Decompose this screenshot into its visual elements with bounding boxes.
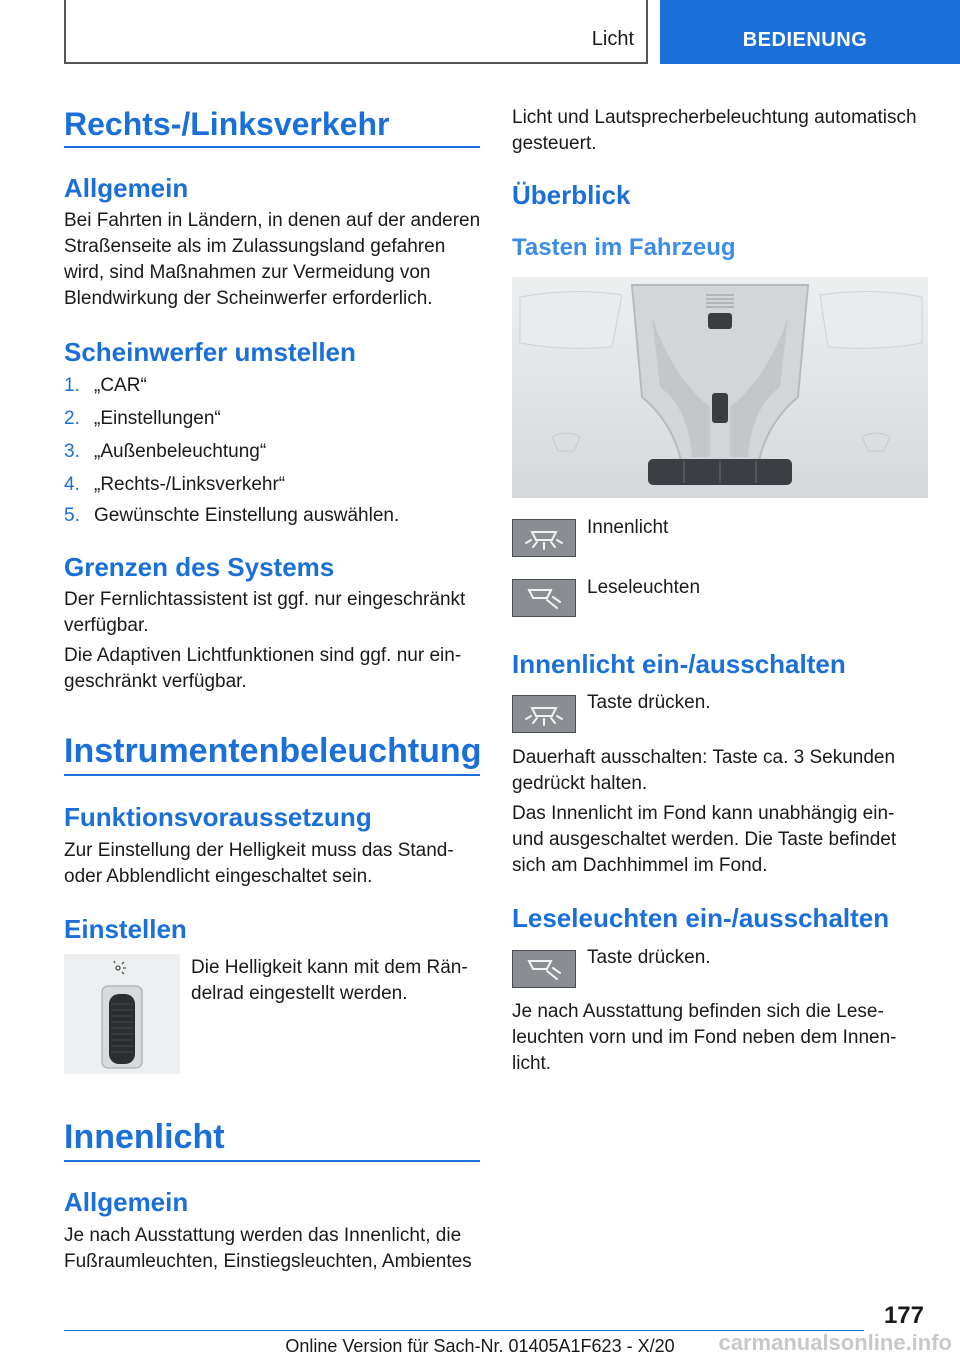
heading-einstellen: Einstellen bbox=[64, 914, 187, 944]
text-line: Fußraumleuchten, Einstiegsleuchten, Ambientes bbox=[64, 1251, 472, 1272]
text-line: Straßenseite als im Zulassungsland gefahren bbox=[64, 236, 446, 257]
heading-rule bbox=[64, 146, 480, 148]
list-item bbox=[64, 408, 221, 430]
instruction-taste-druecken-2: Taste drücken. bbox=[587, 947, 711, 968]
paragraph-continued bbox=[512, 105, 942, 157]
heading-rule bbox=[64, 1160, 480, 1162]
text-line: gedrückt halten. bbox=[512, 773, 648, 794]
step-number: 5. bbox=[64, 505, 80, 526]
list-item bbox=[64, 505, 399, 527]
reading-light-button-icon bbox=[512, 950, 576, 988]
text-line: Zur Einstellung der Helligkeit muss das Stand- bbox=[64, 840, 454, 861]
heading-scheinwerfer-umstellen: Scheinwerfer umstellen bbox=[64, 337, 356, 367]
text-line: licht. bbox=[512, 1053, 552, 1074]
heading-rechts-linksverkehr: Rechts-/Linksverkehr bbox=[64, 106, 390, 142]
section-tab-label: BEDIENUNG bbox=[742, 29, 868, 51]
heading-instrumentenbeleuchtung: Instrumentenbeleuchtung bbox=[64, 732, 482, 770]
text-line: Licht und Lautsprecherbeleuchtung automatisch bbox=[512, 107, 917, 128]
text-line: sich am Dachhimmel im Fond. bbox=[512, 855, 768, 876]
paragraph-dauerhaft bbox=[512, 745, 942, 797]
text-line: wird, sind Maßnahmen zur Vermeidung von bbox=[64, 262, 431, 283]
heading-grenzen: Grenzen des Systems bbox=[64, 552, 335, 582]
heading-funktionsvoraussetzung: Funktionsvoraussetzung bbox=[64, 802, 372, 832]
dimmer-wheel-image bbox=[64, 954, 180, 1074]
chapter-label: Licht bbox=[591, 28, 634, 50]
overhead-console-image bbox=[512, 277, 928, 498]
text-line: oder Abblendlicht eingeschaltet sein. bbox=[64, 866, 373, 887]
instruction-taste-druecken-1: Taste drücken. bbox=[587, 692, 711, 713]
text-line: Das Innenlicht im Fond kann unabhängig ein- bbox=[512, 803, 895, 824]
heading-allgemein-2: Allgemein bbox=[64, 1187, 189, 1217]
paragraph-grenzen-2 bbox=[64, 643, 484, 695]
list-item bbox=[64, 474, 285, 496]
text-line: gesteuert. bbox=[512, 133, 597, 154]
text-line: Dauerhaft ausschalten: Taste ca. 3 Sekunden bbox=[512, 747, 896, 768]
text-line: geschränkt verfügbar. bbox=[64, 671, 247, 692]
step-number: 1. bbox=[64, 375, 80, 396]
list-item bbox=[64, 375, 147, 397]
step-text: „CAR“ bbox=[94, 375, 147, 396]
reading-light-button-icon bbox=[512, 579, 576, 617]
heading-innenlicht-schalten: Innenlicht ein-/ausschalten bbox=[512, 649, 846, 679]
text-line: Die Helligkeit kann mit dem Rän- bbox=[191, 957, 468, 978]
heading-leseleuchten-schalten: Leseleuchten ein-/ausschalten bbox=[512, 903, 890, 933]
step-text: „Einstellungen“ bbox=[94, 408, 221, 429]
text-line: Bei Fahrten in Ländern, in denen auf der anderen bbox=[64, 210, 481, 231]
text-line: und ausgeschaltet werden. Die Taste befindet bbox=[512, 829, 897, 850]
heading-allgemein-1: Allgemein bbox=[64, 173, 189, 203]
paragraph-grenzen-1 bbox=[64, 587, 484, 639]
heading-rule bbox=[64, 774, 480, 776]
step-number: 4. bbox=[64, 474, 80, 495]
header-frame bbox=[64, 0, 648, 64]
paragraph-allgemein-1 bbox=[64, 208, 484, 312]
page-number: 177 bbox=[883, 1302, 924, 1329]
step-text: „Außenbeleuchtung“ bbox=[94, 441, 267, 462]
paragraph-fond bbox=[512, 801, 942, 879]
paragraph-funktionsvoraussetzung bbox=[64, 838, 484, 890]
text-line: delrad eingestellt werden. bbox=[191, 983, 408, 1004]
text-line: leuchten vorn und im Fond neben dem Innen- bbox=[512, 1027, 897, 1048]
heading-innenlicht: Innenlicht bbox=[64, 1118, 225, 1156]
step-number: 3. bbox=[64, 441, 80, 462]
text-line: Der Fernlichtassistent ist ggf. nur eingeschränkt bbox=[64, 589, 466, 610]
key-label-leseleuchten: Leseleuchten bbox=[587, 577, 701, 598]
text-line: verfügbar. bbox=[64, 615, 149, 636]
footer-text: Online Version für Sach-Nr. 01405A1F623 - X/20 bbox=[285, 1336, 675, 1356]
text-line: Die Adaptiven Lichtfunktionen sind ggf. nur ein- bbox=[64, 645, 462, 666]
text-line: Je nach Ausstattung werden das Innenlicht, die bbox=[64, 1225, 462, 1246]
text-line: Blendwirkung der Scheinwerfer erforderlich. bbox=[64, 288, 433, 309]
list-item bbox=[64, 441, 266, 463]
paragraph-allgemein-2 bbox=[64, 1223, 484, 1275]
interior-light-button-icon bbox=[512, 695, 576, 733]
text-line: Je nach Ausstattung befinden sich die Lese- bbox=[512, 1001, 884, 1022]
paragraph-einstellen bbox=[191, 955, 481, 1007]
heading-ueberblick: Überblick bbox=[512, 180, 631, 210]
interior-light-button-icon bbox=[512, 519, 576, 557]
key-label-innenlicht: Innenlicht bbox=[587, 517, 669, 538]
step-text: „Rechts-/Linksverkehr“ bbox=[94, 474, 286, 495]
watermark: carmanualsonline.info bbox=[718, 1330, 952, 1355]
paragraph-leseleuchten bbox=[512, 999, 942, 1077]
heading-tasten-im-fahrzeug: Tasten im Fahrzeug bbox=[512, 234, 736, 261]
step-text: Gewünschte Einstellung auswählen. bbox=[94, 505, 400, 526]
step-number: 2. bbox=[64, 408, 80, 429]
